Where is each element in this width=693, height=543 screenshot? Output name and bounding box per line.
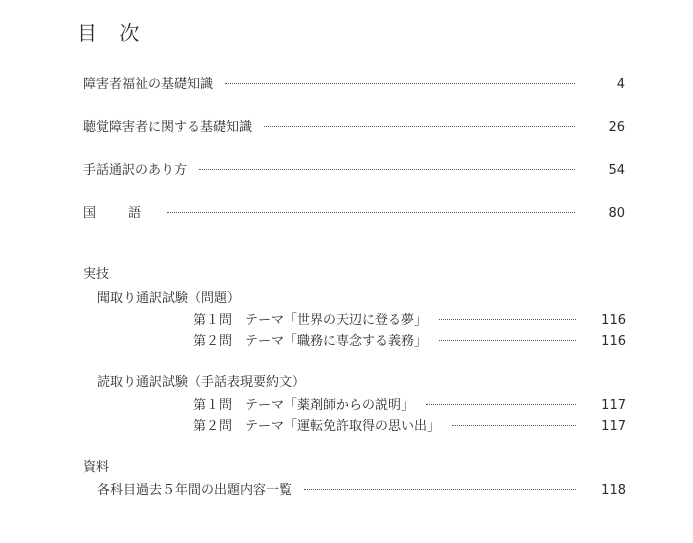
- toc-entry[interactable]: [83, 77, 625, 93]
- toc-entry-page: 117: [601, 419, 626, 434]
- dot-leader: [199, 169, 575, 170]
- toc-entry[interactable]: [193, 398, 626, 414]
- toc-entry-page: 4: [616, 77, 625, 92]
- toc-entry[interactable]: [83, 206, 625, 222]
- toc-entry-page: 54: [608, 163, 625, 178]
- toc-entry-label: 聴覚障害者に関する基礎知識: [83, 120, 253, 135]
- subsection-heading-listening: 聞取り通訳試験（問題）: [97, 291, 241, 306]
- toc-entry-page: 116: [601, 313, 626, 328]
- dot-leader: [439, 319, 576, 320]
- toc-entry-page: 118: [601, 483, 626, 498]
- subsection-heading-reading: 読取り通訳試験（手話表現要約文）: [97, 375, 306, 390]
- dot-leader: [264, 126, 575, 127]
- toc-entry-page: 80: [608, 206, 625, 221]
- dot-leader: [304, 489, 576, 490]
- toc-entry-page: 26: [608, 120, 625, 135]
- dot-leader: [439, 340, 576, 341]
- toc-entry-label: 第１問 テーマ「薬剤師からの説明」: [193, 398, 415, 413]
- dot-leader: [167, 212, 575, 213]
- toc-entry-page: 117: [601, 398, 626, 413]
- toc-entry[interactable]: [193, 334, 626, 350]
- dot-leader: [225, 83, 575, 84]
- toc-entry-label: 第２問 テーマ「職務に専念する義務」: [193, 334, 428, 349]
- toc-entry[interactable]: [193, 313, 626, 329]
- toc-entry-label: 手話通訳のあり方: [83, 163, 188, 178]
- toc-entry-page: 116: [601, 334, 626, 349]
- toc-entry-label: 障害者福祉の基礎知識: [83, 77, 214, 92]
- section-heading-practical: 実技: [83, 267, 110, 282]
- page-title: 目 次: [77, 21, 148, 45]
- toc-entry-label: 国 語: [83, 206, 156, 221]
- toc-entry[interactable]: [97, 483, 626, 499]
- section-heading-materials: 資料: [83, 460, 110, 475]
- toc-entry-label: 各科目過去５年間の出題内容一覧: [97, 483, 293, 498]
- toc-entry-label: 第２問 テーマ「運転免許取得の思い出」: [193, 419, 441, 434]
- toc-entry[interactable]: [83, 163, 625, 179]
- toc-entry[interactable]: [83, 120, 625, 136]
- toc-entry[interactable]: [193, 419, 626, 435]
- toc-entry-label: 第１問 テーマ「世界の天辺に登る夢」: [193, 313, 428, 328]
- dot-leader: [452, 425, 576, 426]
- dot-leader: [426, 404, 576, 405]
